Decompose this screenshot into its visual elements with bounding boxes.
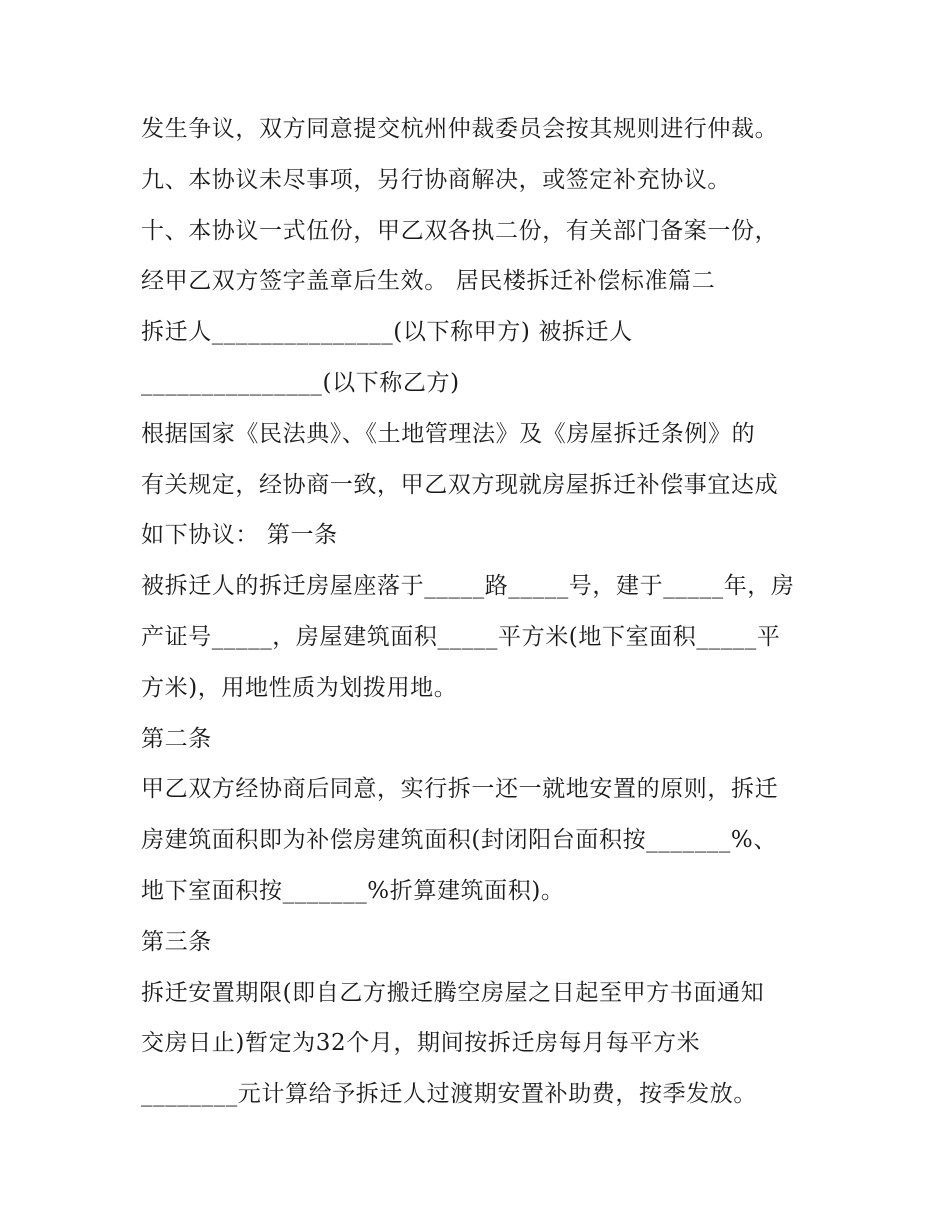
text-line: 经甲乙双方签字盖章后生效。 居民楼拆迁补偿标准篇二 <box>141 268 716 295</box>
text-line: 如下协议： 第一条 <box>141 522 338 549</box>
text-line: ________元计算给予拆迁人过渡期安置补助费，按季发放。 <box>141 1081 757 1108</box>
document-body <box>141 104 831 1120</box>
text-line: 发生争议，双方同意提交杭州仲裁委员会按其规则进行仲裁。 <box>141 116 779 142</box>
text-line: 拆迁人_______________(以下称甲方) 被拆迁人 <box>141 319 633 346</box>
text-line: 拆迁安置期限(即自乙方搬迁腾空房屋之日起至甲方书面通知 <box>141 979 765 1006</box>
text-line: 方米)，用地性质为划拨用地。 <box>141 674 458 701</box>
text-line: _______________(以下称乙方) <box>141 369 460 396</box>
section-heading: 第二条 <box>141 725 212 752</box>
text-line: 房建筑面积即为补偿房建筑面积(封闭阳台面积按_______%、 <box>141 827 777 854</box>
text-line: 根据国家《民法典》、《土地管理法》及《房屋拆迁条例》的 <box>141 420 756 447</box>
text-line: 交房日止)暂定为32个月，期间按拆迁房每月每平方米 <box>141 1030 701 1057</box>
text-line: 九、本协议未尽事项，另行协商解决，或签定补充协议。 <box>141 166 731 193</box>
section-heading: 第三条 <box>141 928 212 955</box>
text-line: 有关规定，经协商一致，甲乙双方现就房屋拆迁补偿事宜达成 <box>141 471 779 498</box>
text-line: 被拆迁人的拆迁房屋座落于_____路_____号，建于_____年，房 <box>141 573 795 600</box>
text-line: 地下室面积按_______%折算建筑面积)。 <box>141 877 565 904</box>
text-line: 产证号_____，房屋建筑面积_____平方米(地下室面积_____平 <box>141 623 781 650</box>
text-line: 十、本协议一式伍份，甲乙双各执二份，有关部门备案一份， <box>141 217 779 244</box>
text-line: 甲乙双方经协商后同意，实行拆一还一就地安置的原则，拆迁 <box>141 776 779 803</box>
